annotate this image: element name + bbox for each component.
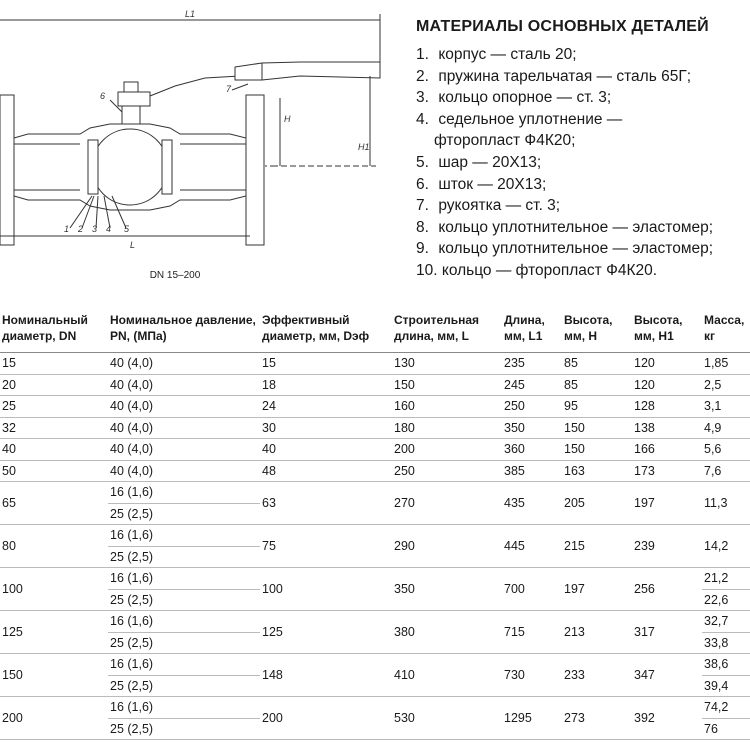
cell-dn: 80	[0, 525, 108, 568]
cell-dn: 125	[0, 611, 108, 654]
flange-left	[0, 95, 14, 245]
callout-2: 2	[78, 224, 84, 234]
cell-h1: 256	[632, 568, 702, 611]
cell-h: 163	[562, 460, 632, 482]
cell-deff: 100	[260, 568, 392, 611]
cell-h: 85	[562, 374, 632, 396]
cell-l1: 245	[502, 374, 562, 396]
materials-title: МАТЕРИАЛЫ ОСНОВНЫХ ДЕТАЛЕЙ	[416, 18, 709, 35]
cell-l: 200	[392, 439, 502, 461]
callout-leader-7	[232, 84, 248, 90]
cell-l1: 385	[502, 460, 562, 482]
cell-dn: 40	[0, 439, 108, 461]
cell-mass: 4,9	[702, 417, 750, 439]
cell-h: 150	[562, 439, 632, 461]
cell-deff: 148	[260, 654, 392, 697]
cell-dn: 25	[0, 396, 108, 418]
table-row	[0, 482, 750, 525]
cell-mass: 5,6	[702, 439, 750, 461]
material-text: шток — 20Х13;	[438, 175, 547, 193]
cell-l: 250	[392, 460, 502, 482]
cell-mass	[702, 568, 750, 611]
spec-table-body	[0, 353, 750, 740]
table-row	[0, 396, 750, 418]
cell-h: 205	[562, 482, 632, 525]
cell-l1: 700	[502, 568, 562, 611]
cell-mass-value: 33,8	[702, 632, 750, 654]
cell-deff: 30	[260, 417, 392, 439]
material-item	[416, 260, 713, 282]
cell-h: 273	[562, 697, 632, 740]
cell-pn-value: 16 (1,6)	[110, 700, 154, 714]
material-item	[416, 195, 713, 217]
material-item-continuation: фторопласт Ф4К20;	[434, 132, 576, 150]
header-h: Высота, мм, H	[562, 308, 632, 353]
cell-pn	[108, 697, 260, 740]
header-mass: Масса, кг	[702, 308, 750, 353]
stem-cap	[118, 92, 150, 106]
material-number: 6.	[416, 175, 429, 193]
table-row	[0, 654, 750, 697]
material-item	[416, 44, 713, 66]
table-row	[0, 374, 750, 396]
cell-h1: 347	[632, 654, 702, 697]
material-item	[416, 217, 713, 239]
seat-right	[162, 140, 172, 194]
material-number: 4.	[416, 110, 429, 128]
cell-l: 130	[392, 353, 502, 375]
cell-h1: 138	[632, 417, 702, 439]
cell-h1: 197	[632, 482, 702, 525]
cell-l: 160	[392, 396, 502, 418]
cell-l1: 715	[502, 611, 562, 654]
drawing-caption: DN 15–200	[149, 270, 201, 281]
cell-deff: 75	[260, 525, 392, 568]
material-number: 2.	[416, 67, 429, 85]
material-item	[416, 152, 713, 174]
cell-pn-value: 25 (2,5)	[108, 503, 260, 525]
dim-label-l1: L1	[185, 9, 196, 19]
cell-mass: 7,6	[702, 460, 750, 482]
cell-mass: 1,85	[702, 353, 750, 375]
cell-l: 150	[392, 374, 502, 396]
cell-h1: 128	[632, 396, 702, 418]
material-text: седельное уплотнение —	[438, 110, 623, 128]
cell-mass: 14,2	[702, 525, 750, 568]
material-number: 3.	[416, 89, 429, 107]
cell-pn-value: 16 (1,6)	[110, 657, 154, 671]
table-row	[0, 568, 750, 611]
cell-pn: 40 (4,0)	[108, 417, 260, 439]
cell-pn: 40 (4,0)	[108, 353, 260, 375]
cell-h1: 173	[632, 460, 702, 482]
cell-mass: 3,1	[702, 396, 750, 418]
table-row	[0, 460, 750, 482]
table-row	[0, 611, 750, 654]
cell-dn: 150	[0, 654, 108, 697]
material-number: 7.	[416, 197, 429, 215]
cell-l1: 730	[502, 654, 562, 697]
cell-mass: 11,3	[702, 482, 750, 525]
cell-l: 180	[392, 417, 502, 439]
seat-left	[88, 140, 98, 194]
valve-section-svg	[0, 0, 405, 300]
cell-pn-value: 25 (2,5)	[108, 632, 260, 654]
cell-deff: 18	[260, 374, 392, 396]
material-text: шар — 20Х13;	[438, 153, 542, 171]
cell-mass	[702, 697, 750, 740]
material-text: кольцо уплотнительное — эластомер;	[438, 218, 714, 236]
cell-h1: 120	[632, 353, 702, 375]
cell-pn-value: 16 (1,6)	[110, 571, 154, 585]
cell-dn: 50	[0, 460, 108, 482]
cell-deff: 24	[260, 396, 392, 418]
cell-l1: 250	[502, 396, 562, 418]
dim-label-l: L	[130, 240, 136, 250]
material-item	[416, 174, 713, 196]
cell-h: 95	[562, 396, 632, 418]
cell-dn: 32	[0, 417, 108, 439]
cell-l1: 360	[502, 439, 562, 461]
cell-pn-value: 25 (2,5)	[108, 589, 260, 611]
cell-mass-value: 21,2	[704, 571, 729, 585]
cell-mass: 2,5	[702, 374, 750, 396]
cell-pn	[108, 568, 260, 611]
material-text: рукоятка — ст. 3;	[438, 197, 561, 215]
material-text: пружина тарельчатая — сталь 65Г;	[438, 67, 692, 85]
material-item	[416, 238, 713, 260]
material-text: кольцо — фторопласт Ф4К20.	[441, 261, 658, 279]
cell-h: 215	[562, 525, 632, 568]
cell-dn: 65	[0, 482, 108, 525]
cell-dn: 100	[0, 568, 108, 611]
cell-h: 85	[562, 353, 632, 375]
cell-pn-value: 16 (1,6)	[110, 485, 154, 499]
cell-pn: 40 (4,0)	[108, 439, 260, 461]
cell-pn	[108, 525, 260, 568]
callout-1: 1	[64, 224, 70, 234]
cell-deff: 125	[260, 611, 392, 654]
cell-h1: 120	[632, 374, 702, 396]
cell-h: 213	[562, 611, 632, 654]
cell-pn-value: 25 (2,5)	[108, 675, 260, 697]
cell-deff: 200	[260, 697, 392, 740]
material-text: кольцо опорное — ст. 3;	[438, 89, 612, 107]
materials-list	[416, 44, 713, 282]
cell-l1: 1295	[502, 697, 562, 740]
cell-pn	[108, 482, 260, 525]
callout-3: 3	[92, 224, 98, 234]
ball	[92, 129, 168, 205]
header-pn: Номинальное давление, PN, (МПа)	[108, 308, 260, 353]
callout-6: 6	[100, 91, 106, 101]
cell-h1: 317	[632, 611, 702, 654]
cell-pn: 40 (4,0)	[108, 460, 260, 482]
cell-pn-value: 25 (2,5)	[108, 718, 260, 740]
stem-nut	[124, 82, 138, 92]
material-item	[416, 109, 713, 131]
cell-l: 270	[392, 482, 502, 525]
cell-l: 350	[392, 568, 502, 611]
cell-h: 197	[562, 568, 632, 611]
material-item	[416, 66, 713, 88]
dim-label-h: H	[284, 114, 291, 124]
cell-l: 530	[392, 697, 502, 740]
cell-mass-value: 38,6	[704, 657, 729, 671]
table-row	[0, 439, 750, 461]
header-l1: Длина, мм, L1	[502, 308, 562, 353]
cell-deff: 48	[260, 460, 392, 482]
valve-drawing	[0, 0, 405, 300]
header-deff: Эффективный диаметр, мм, Dэф	[260, 308, 392, 353]
dim-label-h1: H1	[358, 142, 370, 152]
material-number: 10.	[416, 261, 438, 279]
material-number: 9.	[416, 240, 429, 258]
cell-l1: 445	[502, 525, 562, 568]
cell-pn	[108, 611, 260, 654]
table-row	[0, 525, 750, 568]
spec-table	[0, 308, 750, 740]
cell-dn: 15	[0, 353, 108, 375]
cell-pn-value: 25 (2,5)	[108, 546, 260, 568]
table-row	[0, 353, 750, 375]
cell-deff: 15	[260, 353, 392, 375]
material-number: 1.	[416, 46, 429, 63]
flange-right	[246, 95, 264, 245]
spec-table-header	[0, 308, 750, 353]
header-l: Строительная длина, мм, L	[392, 308, 502, 353]
cell-h1: 392	[632, 697, 702, 740]
callout-5: 5	[124, 224, 130, 234]
material-text: корпус — сталь 20;	[438, 46, 577, 63]
cell-mass-value: 76	[702, 718, 750, 740]
table-row	[0, 697, 750, 740]
cell-l: 410	[392, 654, 502, 697]
cell-l1: 350	[502, 417, 562, 439]
cell-dn: 200	[0, 697, 108, 740]
material-item	[416, 87, 713, 109]
cell-pn	[108, 654, 260, 697]
material-number: 8.	[416, 218, 429, 236]
handle-grip	[235, 62, 380, 80]
cell-h: 233	[562, 654, 632, 697]
cell-pn-value: 16 (1,6)	[110, 614, 154, 628]
cell-h: 150	[562, 417, 632, 439]
cell-l1: 235	[502, 353, 562, 375]
cell-mass-value: 74,2	[704, 700, 729, 714]
header-dn: Номинальный диаметр, DN	[0, 308, 108, 353]
cell-deff: 63	[260, 482, 392, 525]
callout-7: 7	[226, 84, 232, 94]
cell-l1: 435	[502, 482, 562, 525]
cell-mass-value: 39,4	[702, 675, 750, 697]
callout-4: 4	[106, 224, 112, 234]
cell-pn: 40 (4,0)	[108, 374, 260, 396]
cell-h1: 239	[632, 525, 702, 568]
cell-l: 380	[392, 611, 502, 654]
cell-pn-value: 16 (1,6)	[110, 528, 154, 542]
cell-mass	[702, 654, 750, 697]
cell-h1: 166	[632, 439, 702, 461]
cell-mass-value: 22,6	[702, 589, 750, 611]
cell-l: 290	[392, 525, 502, 568]
header-h1: Высота, мм, H1	[632, 308, 702, 353]
table-row	[0, 417, 750, 439]
material-number: 5.	[416, 153, 429, 171]
cell-dn: 20	[0, 374, 108, 396]
cell-mass	[702, 611, 750, 654]
material-text: кольцо уплотнительное — эластомер;	[438, 240, 714, 258]
cell-deff: 40	[260, 439, 392, 461]
cell-pn: 40 (4,0)	[108, 396, 260, 418]
cell-mass-value: 32,7	[704, 614, 729, 628]
